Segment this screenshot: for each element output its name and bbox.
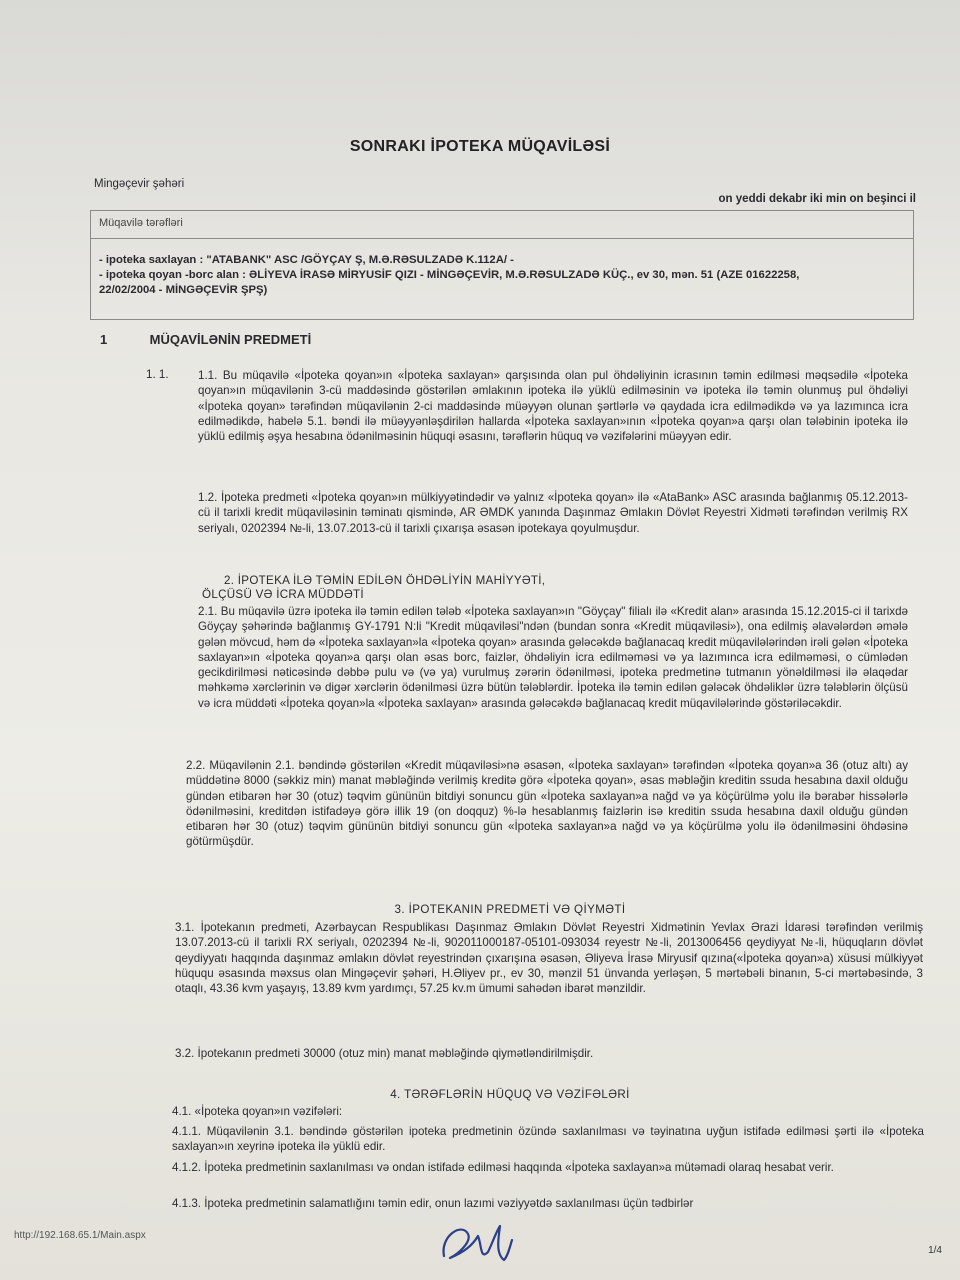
- party-mortgagor: - ipoteka qoyan -borc alan : ƏLİYEVA İRASƏ MİRYUSİF QIZI - MİNGƏÇEVİR, M.Ə.RƏSULZADƏ KÜÇ., ev 30, mən. 51 (AZE 01622258,: [99, 269, 800, 281]
- date-label: on yeddi dekabr iki min on beşinci il: [718, 193, 916, 205]
- handwritten-signature: [438, 1216, 518, 1268]
- clause-1-2: 1.2. İpoteka predmeti «İpoteka qoyan»ın mülkiyyətindədir və yalnız «İpoteka qoyan» ilə «AtaBank» ASC arasında bağlanmış 05.12.2013-cü il tarixli kredit müqaviləsinin təminatı qismində, AR ƏMDK yanında Daşınmaz Əmlakın Dövlət Reyestri Xidməti tərəfindən verilmiş RX seriyalı, 0202394 №-li, 13.07.2013-cü il tarixli çıxarışa əsasən ipotekaya qoyulmuşdur.: [198, 491, 908, 535]
- clause-4-1-1: 4.1.1. Müqavilənin 3.1. bəndində göstərilən ipoteka predmetinin özündə saxlanılması və təyinatına uyğun istifadə edilməsi şərti ilə «İpoteka saxlayan»ın xeyrinə ipoteka ilə yüklü edir.: [172, 1125, 924, 1154]
- section-2-title: 2. İPOTEKA İLƏ TƏMİN EDİLƏN ÖHDƏLİYİN MAHİYYƏTİ,: [224, 574, 546, 587]
- clause-2-2: 2.2. Müqavilənin 2.1. bəndində göstərilən «Kredit müqaviləsi»nə əsasən, «İpoteka saxlayan» tərəfindən «İpoteka qoyan»a 36 (otuz altı) ay müddətinə 8000 (səkkiz min) manat məbləğində verilmiş kreditə görə «İpoteka qoyan», əsas məbləğin kreditin ssuda hesabına daxil olduğu gündən etibarən hər 30 (otuz) təqvim gününün bitdiyi sonuncu gün «İpoteka saxlayan»a nağd və ya köçürülmə yolu ilə bərabər hissələrlə ödənilməsini, kreditdən istifadəyə görə illik 19 (on doqquz) %-lə hesablanmış faizlərin isə kreditin ssuda hesabına daxil olduğu gündən etibarən hər 30 (otuz) təqvim gününün bitdiyi sonuncu gün «İpoteka saxlayan»a nağd və ya köçürülmə yolu ilə ödənilməsini öhdəsinə götürmüşdür.: [186, 759, 908, 849]
- clause-2-1: 2.1. Bu müqavilə üzrə ipoteka ilə təmin edilən tələb «İpoteka saxlayan»ın "Göyçay" filialı ilə «Kredit alan» arasında 15.12.2015-ci il tarixdə Göyçay şəhərində bağlanmış GY-1791 N:li "Kredit müqaviləsi"ndən (bundan sonra «Kredit müqaviləsi»), ona edilmiş əlavələrdən əmələ gələn mövcud, həm də «İpoteka saxlayan»la «İpoteka qoyan» arasında gələcəkdə bağlanacaq kredit müqavilələrindən irəli gələn «İpoteka saxlayan»ın «İpoteka qoyan»a qarşı olan əsas borc, faizlər, öhdəliyin icra edilməməsi və ya lazımınca icra edilməməsi, o cümlədən gecikdirilməsi nəticəsində dəbbə pulu və (və ya) vurulmuş zərərin ödənilməsi, ipoteka predmetinə tutmanın yönəldilməsi ilə əlaqədar məhkəmə xərclərinin və digər xərclərin ödənilməsi üzrə bütün tələblərdir. İpoteka ilə təmin edilən gələcək öhdəliklər üzrə tələblərin ölçüsü və icra müddəti «İpoteka qoyan»la «İpoteka saxlayan» arasında gələcəkdə bağlanacaq kredit müqavilələrində göstəriləcəkdir.: [198, 605, 908, 710]
- parties-header: Müqavilə tərəfləri: [91, 211, 913, 239]
- clause-4-1-2: 4.1.2. İpoteka predmetinin saxlanılması və ondan istifadə edilməsi haqqında «İpoteka saxlayan»a mütəmadi olaraq hesabat verir.: [172, 1161, 834, 1174]
- party-mortgagee: - ipoteka saxlayan : "ATABANK" ASC /GÖYÇAY Ş, M.Ə.RƏSULZADƏ K.112A/ -: [99, 254, 514, 266]
- document-title: SONRAKI İPOTEKA MÜQAVİLƏSİ: [349, 138, 611, 155]
- section-1-title: MÜQAVİLƏNİN PREDMETİ: [149, 332, 312, 347]
- clause-3-1: 3.1. İpotekanın predmeti, Azərbaycan Respublikası Daşınmaz Əmlakın Dövlət Reyestri Xidmətinin Yevlax Ərazi İdarəsi tərəfindən verilmiş 13.07.2013-cü il tarixli RX seriyalı, 0202394 №-li, 902011000187-05101-093034 reyestr №-li, 2013006456 qeydiyyat №-li, hüquqların dövlət qeydiyyatı haqqında daşınmaz əmlakın dövlət reyestrindən çıxarışına əsasən, Əliyeva İrasə Miryusif qızına(«İpoteka qoyan»a) xüsusi mülkiyyət hüququ əsasında məxsus olan Mingəçevir şəhəri, H.Əliyev pr., ev 30, mənzil 51 ünvanda yerləşən, 5 mərtəbəli binanın, 5-ci mərtəbəsində, 3 otaqlı, 43.36 kvm yaşayış, 13.89 kvm yardımçı, 57.25 kv.m ümumi sahədən ibarət mənzildir.: [175, 921, 923, 996]
- page-number: 1/4: [928, 1245, 942, 1256]
- section-1-heading: [100, 332, 311, 347]
- section-1-number: 1: [100, 332, 108, 347]
- party-mortgagor-cont: 22/02/2004 - MİNGƏÇEVİR ŞPŞ): [99, 284, 268, 296]
- section-2-title-cont: ÖLÇÜSÜ VƏ İCRA MÜDDƏTİ: [202, 588, 364, 601]
- clause-1-1: 1.1. Bu müqavilə «İpoteka qoyan»ın «İpoteka saxlayan» qarşısında olan pul öhdəliyinin icrasının təmin edilməsi məqsədilə «İpoteka qoyan»ın müqavilənin 3-cü maddəsində göstərilən əmlakının ipoteka ilə yüklü edilməsinin və ipoteka ilə təmin olunmuş pul öhdəliyi «İpoteka qoyan» tərəfindən müqavilənin 2-ci maddəsində müəyyən olunan şərtlərlə və qaydada icra edilmədikdə və ya lazımınca icra edilmədikdə, habelə 5.1. bəndi ilə müəyyənləşdirilən hallarda «İpoteka saxlayan»ının «İpoteka qoyan»a qarşı olan tələbinin ipoteka ilə yüklü edilmiş əşya hesabına ödənilməsinin hüquqi əsasını, tərəflərin hüquq və vəzifələrini müəyyən edir.: [198, 369, 908, 444]
- city-label: Mingəçevir şəhəri: [94, 178, 185, 190]
- section-3-title: 3. İPOTEKANIN PREDMETİ VƏ QİYMƏTİ: [394, 903, 626, 916]
- clause-3-2: 3.2. İpotekanın predmeti 30000 (otuz min) manat məbləğində qiymətləndirilmişdir.: [175, 1047, 594, 1060]
- clause-4-1-3: 4.1.3. İpoteka predmetinin salamatlığını təmin edir, onun lazımi vəziyyətdə saxlanılması üçün tədbirlər: [172, 1197, 694, 1210]
- parties-box: [90, 210, 914, 320]
- clause-4-1: 4.1. «İpoteka qoyan»ın vəzifələri:: [172, 1105, 343, 1118]
- footer-url: http://192.168.65.1/Main.aspx: [14, 1230, 146, 1241]
- clause-marker: 1. 1.: [146, 368, 169, 381]
- section-4-title: 4. TƏRƏFLƏRİN HÜQUQ VƏ VƏZİFƏLƏRİ: [390, 1088, 630, 1101]
